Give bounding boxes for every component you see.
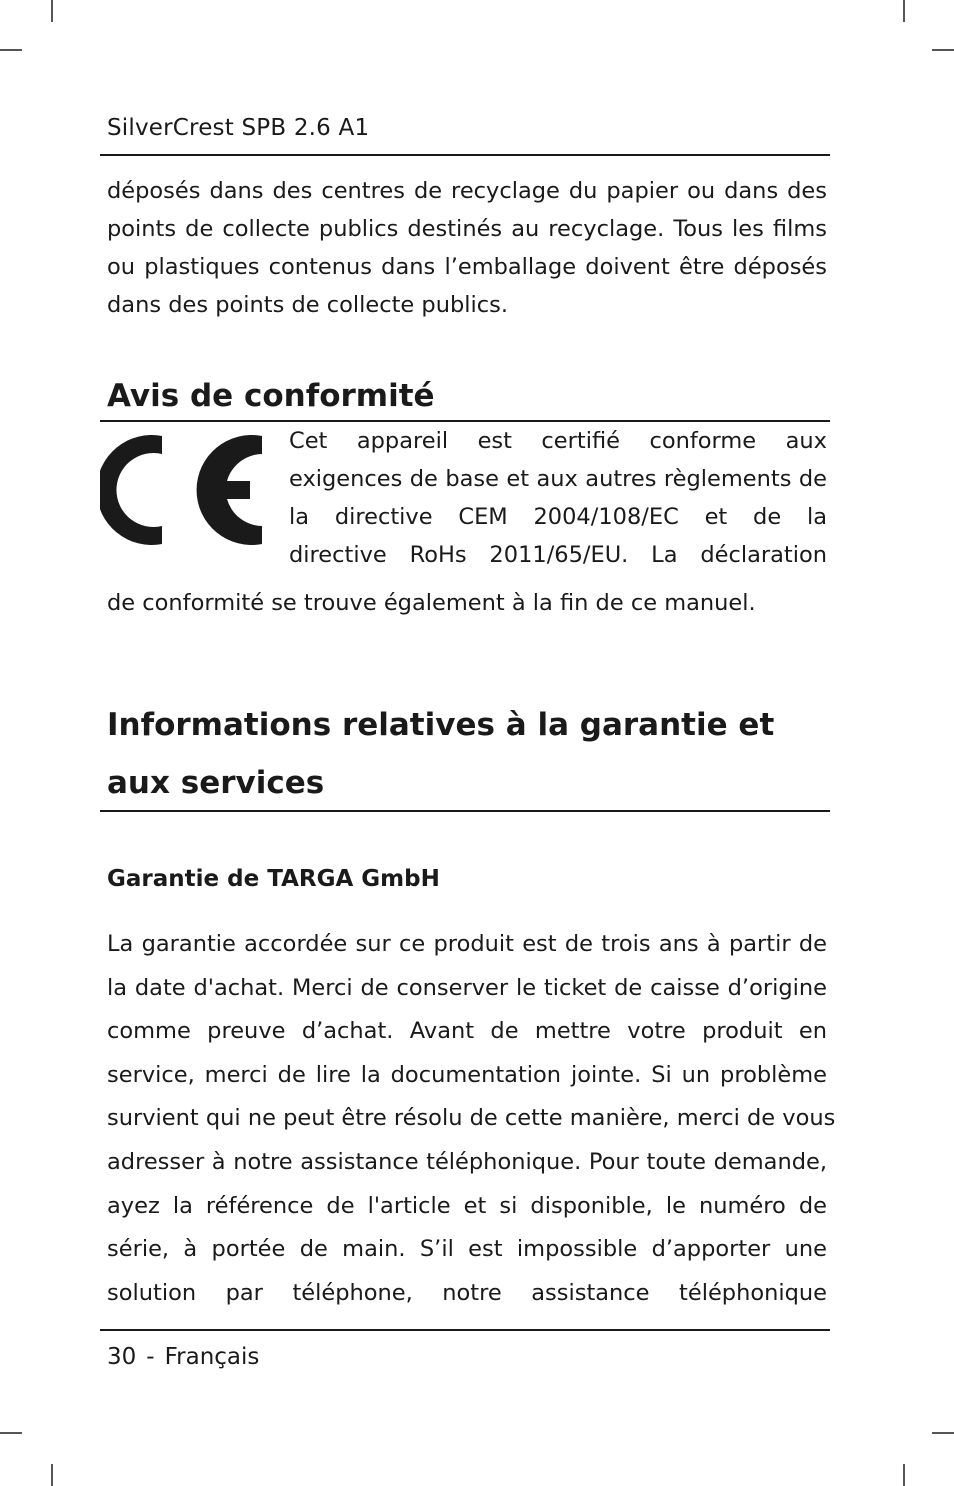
page-footer — [107, 1340, 259, 1374]
text-line: La garantie accordée sur ce produit est de trois ans à partir de — [107, 931, 827, 957]
text-line: Cet appareil est certifié conforme aux — [289, 428, 827, 454]
page-number: 30 — [107, 1344, 137, 1370]
text-line: dans des points de collecte publics. — [107, 292, 508, 318]
footer-rule — [100, 1329, 830, 1331]
text-line: adresser à notre assistance téléphonique. Pour toute demande, — [107, 1148, 827, 1175]
crop-mark — [932, 1432, 954, 1434]
text-line: ou plastiques contenus dans l’emballage doivent être déposés — [107, 254, 827, 280]
crop-mark — [0, 1432, 22, 1434]
text-line: ayez la référence de l'article et si disponible, le numéro de — [107, 1192, 827, 1219]
text-line: comme preuve d’achat. Avant de mettre votre produit en — [107, 1018, 827, 1045]
section-heading-warranty — [107, 696, 774, 812]
text-line: solution par téléphone, notre assistance téléphonique — [107, 1279, 827, 1306]
ce-mark-logo — [100, 430, 266, 550]
recycling-paragraph — [107, 172, 827, 324]
text-line: la date d'achat. Merci de conserver le ticket de caisse d’origine — [107, 974, 827, 1001]
subheading-targa-warranty: Garantie de TARGA GmbH — [107, 866, 440, 892]
crop-mark — [51, 0, 53, 22]
conformity-text — [289, 422, 827, 574]
crop-mark — [51, 1464, 53, 1486]
text-line: exigences de base et aux autres règlements de — [289, 466, 827, 492]
text-line: directive RoHs 2011/65/EU. La déclaration — [289, 542, 827, 568]
text-line: survient qui ne peut être résolu de cette manière, merci de vous — [107, 1105, 836, 1132]
text-line: points de collecte publics destinés au recyclage. Tous les films — [107, 216, 827, 242]
text-line: déposés dans des centres de recyclage du papier ou dans des — [107, 178, 827, 204]
header-rule — [100, 154, 830, 156]
warranty-paragraph — [107, 923, 836, 1315]
ce-letter-e — [197, 435, 262, 545]
crop-mark — [932, 49, 954, 51]
conformity-last-line — [107, 584, 827, 622]
heading-line: Informations relatives à la garantie et — [107, 707, 775, 743]
footer-language: Français — [164, 1344, 260, 1370]
heading-line: aux services — [107, 765, 325, 801]
text-line: la directive CEM 2004/108/EC et de la — [289, 504, 827, 530]
section-rule — [100, 810, 830, 812]
ce-letter-c — [100, 435, 162, 545]
section-heading-conformity: Avis de conformité — [107, 378, 435, 414]
crop-mark — [0, 49, 22, 51]
crop-mark — [903, 0, 905, 22]
text-line: série, à portée de main. S’il est impossible d’apporter une — [107, 1236, 827, 1263]
footer-separator: - — [146, 1344, 155, 1370]
text-line: de conformité se trouve également à la fin de ce manuel. — [107, 590, 756, 616]
running-header: SilverCrest SPB 2.6 A1 — [107, 115, 370, 141]
crop-mark — [903, 1464, 905, 1486]
text-line: service, merci de lire la documentation jointe. Si un problème — [107, 1061, 827, 1088]
